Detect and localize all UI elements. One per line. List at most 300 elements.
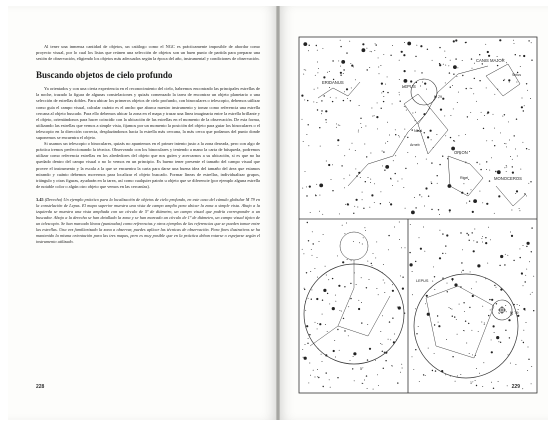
star [420,45,422,47]
star [311,299,312,300]
star [414,197,415,198]
star [391,365,392,366]
label-m79-detail: M 79 [510,311,519,315]
star [402,288,404,290]
star [340,46,341,47]
star [350,283,351,284]
star [309,186,311,188]
star [514,135,515,136]
star [500,342,501,343]
star [449,209,451,211]
star [500,132,501,133]
star [461,272,462,273]
star [476,162,477,163]
star [317,257,318,258]
star [342,261,344,263]
star [335,357,336,358]
star [366,48,367,49]
star [498,381,499,382]
star [506,62,507,63]
star [412,271,413,272]
star [506,167,507,168]
star [381,92,382,93]
star [337,139,339,141]
star [339,213,340,214]
star [520,66,521,67]
star [445,57,446,58]
star [508,354,509,355]
star [305,310,306,311]
star [505,305,506,306]
star [489,180,490,181]
star [303,253,304,254]
star [420,86,421,87]
star [370,179,371,180]
star [401,364,402,365]
star [364,227,365,228]
star [304,289,305,290]
star [508,319,510,321]
star [489,170,490,171]
star [521,106,523,108]
star [438,209,439,210]
star [515,54,516,55]
star [348,204,349,205]
star [487,111,489,113]
star [483,362,484,363]
star [400,275,401,276]
star [322,214,323,215]
star [302,119,303,120]
star [399,222,400,223]
star [323,234,324,235]
star [405,208,406,209]
star [526,83,527,84]
star [528,359,529,360]
star [329,303,330,304]
star [383,91,384,92]
star [317,328,318,329]
star [308,124,309,125]
star [384,352,385,353]
star [526,246,527,247]
star [326,275,327,276]
star [507,385,508,386]
star [316,45,317,46]
star [328,279,329,280]
star [522,388,523,389]
star [444,51,445,52]
star [473,250,475,252]
star [509,82,510,83]
star [434,276,435,277]
star [332,164,333,165]
star [313,243,314,244]
page-number-right: 229 [511,384,520,390]
star [468,323,469,324]
star [399,79,400,80]
star [357,207,358,208]
star [426,159,427,160]
label-one-degree: 1° [470,381,474,385]
star [478,331,479,332]
star [388,235,389,236]
star [321,100,322,101]
star [482,202,483,203]
star [304,99,305,100]
star [344,286,345,287]
star [346,223,347,224]
star [445,245,446,246]
star-chart [298,36,538,394]
star [392,185,393,186]
star [309,334,310,335]
star [497,56,498,57]
star [418,326,419,327]
star [392,45,393,46]
star [500,255,503,258]
star [445,82,446,83]
star [307,222,308,223]
star [496,336,499,339]
star [409,252,410,253]
star [318,68,319,69]
star [308,298,309,299]
star [527,90,528,91]
star [377,102,378,103]
star [458,135,459,136]
star [449,307,450,308]
label-eridanus: ERIDANUS [322,80,344,85]
star [498,312,499,313]
star [381,108,382,109]
star [305,344,306,345]
star [411,211,415,215]
star [481,322,482,323]
star [457,102,458,103]
star [428,196,429,197]
star [355,150,356,151]
star [355,79,356,80]
star [362,383,363,384]
star [365,126,366,127]
star [348,306,349,307]
star [521,340,522,341]
star [392,290,394,292]
star [531,227,532,228]
star [490,309,491,310]
star [412,113,413,114]
star [425,375,426,376]
star [369,207,370,208]
star [471,330,472,331]
star [457,67,458,68]
star [466,233,467,234]
star [456,319,457,320]
star [347,259,348,260]
star [437,183,438,184]
star [504,264,505,265]
star [447,283,448,284]
star [415,261,416,262]
star [340,72,342,74]
star [327,293,328,294]
star [447,291,448,292]
star [493,114,494,115]
star [415,207,416,208]
star [434,324,435,325]
star [410,80,412,82]
star [309,363,310,364]
star [487,263,488,264]
star [370,153,371,154]
star [484,323,485,324]
star [390,178,391,179]
star [454,316,455,317]
star [366,287,367,288]
star [303,357,304,358]
star [395,134,396,135]
label-nihal: Nihal [414,129,423,133]
star [480,169,481,170]
star [353,66,354,67]
star [384,282,385,283]
star [337,255,338,256]
star [412,294,413,295]
star [486,169,487,170]
star [376,44,377,45]
star [308,338,309,339]
star [450,137,451,138]
star [364,380,365,381]
star [343,73,344,74]
star [438,322,439,323]
star [303,42,307,46]
star [387,141,388,142]
star [402,368,403,369]
star [343,100,344,101]
star [401,51,403,53]
star [351,260,352,261]
star [338,285,340,287]
star [366,156,367,157]
star [531,251,532,252]
star [528,183,529,184]
star [400,101,401,102]
star [442,98,444,100]
star [342,225,343,226]
star [523,308,525,310]
intro-paragraph: Al tener una inmensa cantidad de objetos, un catálogo como el NGC es prácticamente imposible de abordar como proyecto visual, por lo cual los listas que reúnen una selección de objetos son un buen punto de partida para preparar una sesión de observación, eligiendo los objetos más adecuados según la época del año, instrumental y condiciones de observación. [36,44,260,62]
star [337,377,338,378]
star [453,108,454,109]
star [399,239,400,240]
star [463,183,464,184]
left-text-block [36,44,260,245]
star [431,183,432,184]
star [351,87,352,88]
star [323,76,325,78]
star [370,51,371,52]
star [457,334,458,335]
star [375,43,376,44]
star [499,265,500,266]
star [523,245,524,246]
page-number-left: 228 [36,384,45,390]
star [450,308,451,309]
star [523,110,524,111]
star [389,202,390,203]
star [412,356,413,357]
star [338,60,339,61]
star [460,374,461,375]
star [369,348,371,350]
star [512,159,513,160]
star [465,42,466,43]
star [517,315,519,317]
star [322,48,323,49]
star [339,125,340,126]
star [470,112,471,113]
star [316,298,318,300]
star [356,199,358,201]
star [325,324,326,325]
star [367,324,368,325]
body-paragraph-1: Ya orientados y con una cierta experiencia en el reconocimiento del cielo, habremos encontrado las principales estrellas de la noche, trazado la figura de algunas constelaciones y quizás comenzado la tarea de encontrar un objeto planetario o una selección de estrellas dobles. Para ubicar los primeros objetos de cielo profundo, con binoculares o telescopio, debemos utilizar como guía el campo visual, calcular cuánto es el ancho que abarca nuestro instrumento y tomar como referencia una estrella cercana al objeto buscado. Para ello debemos ubicar la zona en el mapa y trazar una línea imaginaria entre la estrella brillante y el objeto, orientándonos para hacer coincidir con la ubicación de las estrellas en el momento de la observación. De esta forma, utilizando las estrellas que vemos a simple vista, fijamos por un momento la posición del objeto para guiar los binoculares o el telescopio en la dirección correcta, desplazándonos hacia la estrella más cercana, la más cerca que podamos del punto donde suponemos se encuentra el objeto. [36,86,260,141]
star [439,47,440,48]
star [346,52,347,53]
star [390,203,392,205]
star [474,78,475,79]
star [364,144,365,145]
star [491,351,493,353]
star [531,366,532,367]
star [395,129,396,130]
star [471,189,472,190]
star [372,265,373,266]
star [349,175,350,176]
star [362,43,364,45]
star [382,351,383,352]
star [453,40,455,42]
star [522,142,523,143]
star [477,264,480,267]
star [306,325,308,327]
star [385,360,386,361]
star [383,151,384,152]
star [315,75,316,76]
star [416,333,417,334]
star [349,149,350,150]
star [527,370,528,371]
star [401,247,402,248]
star [332,278,333,279]
label-orion: ORION [454,150,468,155]
star [511,210,512,211]
star [317,277,318,278]
star [308,145,309,146]
star [374,115,375,116]
star [481,238,482,239]
star [306,134,307,135]
star [458,92,459,93]
star [415,71,416,72]
star [430,130,432,132]
right-page [278,6,548,420]
star [472,211,474,213]
star [315,194,316,195]
star [519,55,520,56]
star [302,349,303,350]
star [512,172,514,174]
label-sirius: Sirius [512,73,521,77]
star [523,55,525,57]
star [506,171,507,172]
star [379,73,380,74]
star [375,360,376,361]
star [360,177,361,178]
star [509,140,510,141]
star [510,232,511,233]
star [398,306,401,309]
star [532,292,533,293]
star [434,289,435,290]
star [358,131,359,132]
star [388,339,389,340]
star [404,79,408,83]
star [417,163,418,164]
star [335,301,336,302]
star [455,58,456,59]
star [355,168,356,169]
star [492,140,493,141]
star [376,288,377,289]
star [476,281,477,282]
star [327,331,328,332]
star [473,93,474,94]
star [422,82,423,83]
star [399,136,400,137]
star [482,306,483,307]
star [313,101,314,102]
star [384,170,385,171]
star [347,98,348,99]
star [469,307,470,308]
star [518,309,519,310]
star [526,322,527,323]
star [321,354,322,355]
star [332,60,333,61]
star [442,156,443,157]
star [340,66,341,67]
star [380,191,381,192]
star [533,310,534,311]
star [424,206,425,207]
star [452,280,453,281]
star [523,342,524,343]
star [407,137,408,138]
caption-text: (Derecha) Un ejemplo práctico para la localización de objetos de cielo profundo, en este caso del cúmulo globular M 79 en la constelación de Lepus. El mapa superior muestra una vista de campo amplio para ubicar la zona a simple vista. Abajo a la izquierda se muestra una vista ampliada con un círculo de 5º de diámetro, un campo visual que podría corresponder a un buscador. Abajo a la derecha se han detallado la zona y se han marcado un círculo de 1º de diámetro, un campo visual típico de un telescopio. Se han marcado líneas (punteadas) como referencias y otros ejemplos de las referencias que se pueden tomar entre las estrellas. Una vez familiarizado la zona a observar, puedes aplicar las técnicas de observación. Para fines ilustrativos se ha mantenido la misma orientación para las tres mapas, pero es muy posible que en la práctica deban rotarse o espejarse según el instrumento utilizado. [36,196,260,244]
star [395,173,396,174]
star [383,280,384,281]
star [446,234,448,236]
star [459,304,460,305]
star [350,360,351,361]
star [354,380,355,381]
star [407,42,411,46]
star [415,56,416,57]
star [326,122,327,123]
